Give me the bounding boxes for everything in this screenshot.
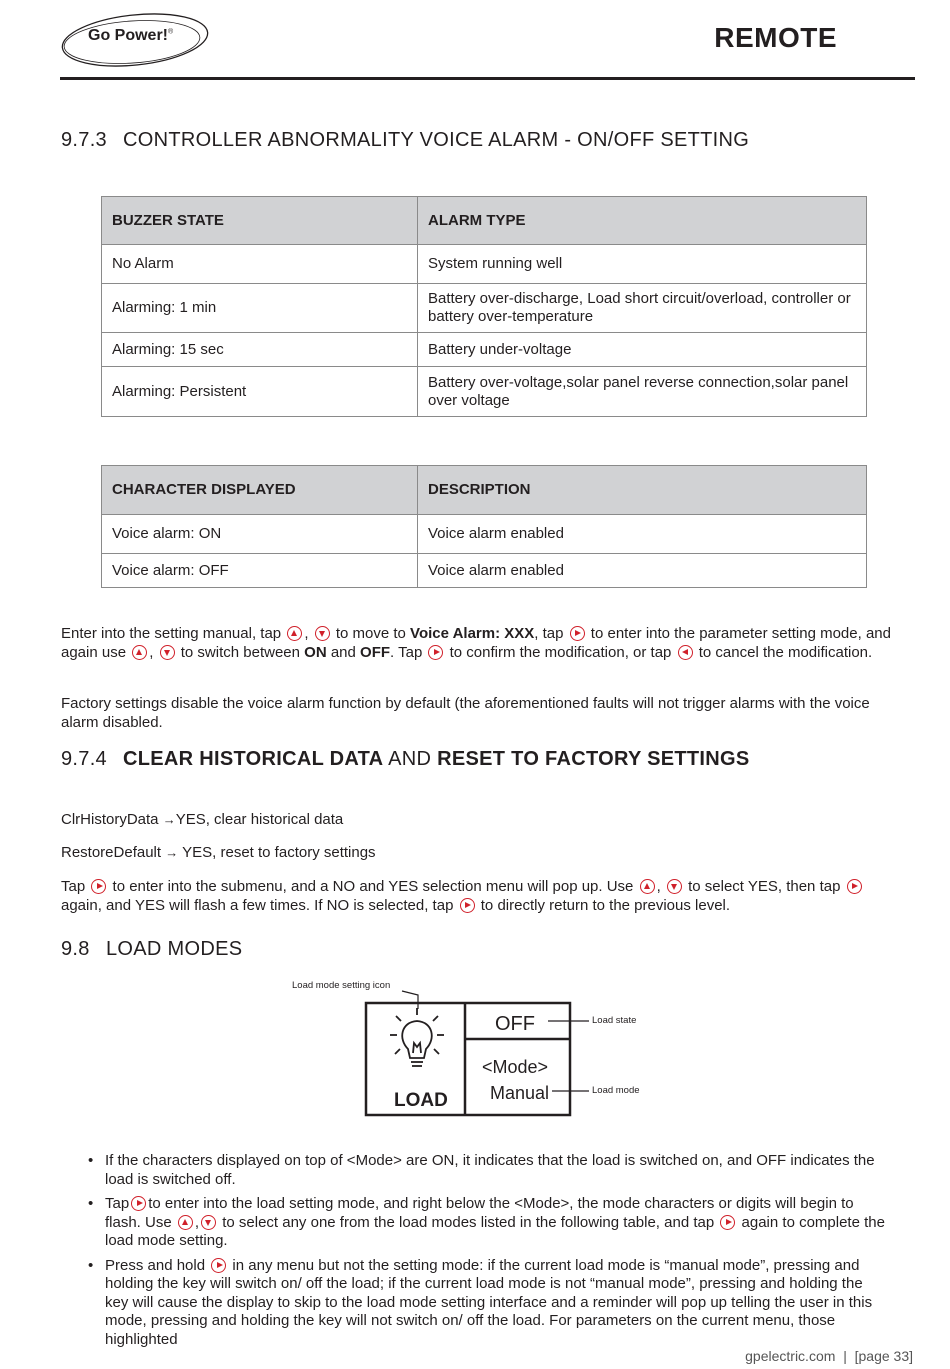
section-number: 9.8 (61, 938, 90, 960)
section-973-heading (61, 129, 749, 152)
page-footer (745, 1348, 913, 1364)
go-power-logo (60, 12, 210, 68)
table-row (102, 284, 867, 333)
text-run: again to complete the load mode setting. (105, 1213, 885, 1249)
list-item (88, 1195, 888, 1251)
text-run: to enter into the submenu, and a NO and YES selection menu will pop up. Use (112, 878, 634, 895)
section-number: 9.7.3 (61, 129, 107, 151)
text-run: to enter into the parameter setting mode, and again use (61, 625, 891, 661)
table-header: CHARACTER DISPLAYED (102, 466, 418, 515)
table-cell: Voice alarm: OFF (102, 554, 418, 588)
table-cell: No Alarm (102, 245, 418, 284)
footer-site: gpelectric.com (745, 1348, 836, 1364)
clear-history-line (61, 811, 891, 830)
right-button-icon (428, 645, 443, 660)
table-row (102, 554, 867, 588)
table-cell: System running well (418, 245, 867, 284)
right-button-icon (91, 879, 106, 894)
setting-icon-label: Load mode setting icon (292, 980, 391, 991)
submenu-instructions (61, 878, 891, 915)
table-cell: Alarming: 15 sec (102, 333, 418, 367)
logo-mark: ® (168, 28, 174, 36)
up-button-icon (640, 879, 655, 894)
text-run: to directly return to the previous level. (480, 896, 731, 914)
table-cell: Alarming: 1 min (102, 284, 418, 333)
text-run: again, and YES will flash a few times. If NO is selected, tap (61, 896, 454, 914)
up-button-icon (178, 1215, 193, 1230)
list-item (88, 1257, 888, 1350)
right-button-icon (570, 626, 585, 641)
section-974-heading (61, 748, 750, 771)
text-run: , tap (534, 625, 564, 642)
table-row (102, 245, 867, 284)
down-button-icon (315, 626, 330, 641)
buzzer-state-table (101, 196, 867, 417)
table-row (102, 367, 867, 417)
down-button-icon (667, 879, 682, 894)
header-divider (60, 77, 915, 80)
right-button-icon (211, 1258, 226, 1273)
text-run: to move to (335, 625, 406, 642)
bold-text: OFF (360, 643, 391, 661)
mode-text: <Mode> (482, 1057, 549, 1077)
down-button-icon (160, 645, 175, 660)
voice-alarm-instructions (61, 625, 891, 662)
text-run: to select any one from the load modes listed in the following table, and tap (222, 1213, 715, 1231)
load-mode-diagram (280, 975, 680, 1125)
table-header: DESCRIPTION (418, 466, 867, 515)
arrow-right-icon: → (165, 845, 179, 860)
lightbulb-icon (390, 1008, 444, 1066)
table-row (102, 333, 867, 367)
table-row (102, 515, 867, 554)
load-state-label: Load state (592, 1015, 637, 1026)
factory-settings-note: Factory settings disable the voice alarm function by default (the aforementioned faults will not trigger alarms with the voice alarm disabled. (61, 695, 870, 731)
restore-default-line (61, 844, 891, 863)
table-header: BUZZER STATE (102, 197, 418, 245)
text-run: ClrHistoryData (61, 811, 159, 828)
table-header: ALARM TYPE (418, 197, 867, 245)
text-run: Enter into the setting manual, tap (61, 625, 282, 642)
text-run: Press and hold (105, 1256, 206, 1274)
footer-page-number: [page 33] (854, 1348, 913, 1364)
section-98-heading (61, 938, 242, 961)
text-run: to enter into the load setting mode, and right below the <Mode>, the mode characters or digits will begin to flash. Use (105, 1195, 854, 1231)
text-run: YES, reset to factory settings (182, 844, 376, 861)
table-cell: Battery over-discharge, Load short circuit/overload, controller or battery over-temperature (418, 284, 867, 333)
text-run: to switch between (180, 643, 300, 661)
section-title-bold: CLEAR HISTORICAL DATA (123, 748, 384, 770)
text-run: in any menu but not the setting mode: if the current load mode is “manual mode”, pressing and holding the key will switch on/ off the load; if the current load mode is not “manual mode”, pressing and holding the key will cause the display to skip to the load mode setting interface and a reminder will pop up telling the user in this mode, pressing and holding the key will not switch on/ off the load. For parameters on the current menu, those highlighted (105, 1256, 873, 1348)
text-run: , (194, 1213, 200, 1231)
table-cell: Battery under-voltage (418, 333, 867, 367)
up-button-icon (132, 645, 147, 660)
right-button-icon (720, 1215, 735, 1230)
text-run: . Tap (390, 643, 423, 661)
table-cell: Voice alarm enabled (418, 554, 867, 588)
text-run: Tap (61, 878, 86, 895)
manual-text: Manual (490, 1083, 550, 1103)
table-cell: Voice alarm: ON (102, 515, 418, 554)
left-button-icon (678, 645, 693, 660)
load-mode-label: Load mode (592, 1085, 640, 1096)
text-run: Tap (105, 1195, 130, 1212)
leader-line (402, 991, 418, 1009)
section-title: LOAD MODES (106, 938, 243, 960)
right-button-icon (131, 1196, 146, 1211)
right-button-icon (460, 898, 475, 913)
bold-text: ON (304, 643, 327, 661)
text-run: RestoreDefault (61, 844, 162, 861)
up-button-icon (287, 626, 302, 641)
character-displayed-table (101, 465, 867, 588)
table-cell: Battery over-voltage,solar panel reverse connection,solar panel over voltage (418, 367, 867, 417)
text-run: to cancel the modification. (698, 643, 873, 661)
text-run: to select YES, then tap (688, 878, 841, 895)
right-button-icon (847, 879, 862, 894)
text-run: and (330, 643, 356, 661)
down-button-icon (201, 1215, 216, 1230)
section-title-bold: RESET TO FACTORY SETTINGS (437, 748, 750, 770)
text-run: YES, clear historical data (175, 811, 344, 828)
section-number: 9.7.4 (61, 748, 107, 770)
load-text: LOAD (394, 1090, 448, 1111)
arrow-right-icon: → (162, 812, 176, 827)
bold-text: Voice Alarm: XXX (410, 625, 535, 642)
table-cell: Alarming: Persistent (102, 367, 418, 417)
text-run: , (656, 878, 661, 895)
table-cell: Voice alarm enabled (418, 515, 867, 554)
page-header-title: REMOTE (714, 22, 837, 53)
text-run: , (149, 643, 154, 661)
logo-text: Go Power! (88, 27, 169, 44)
footer-separator: | (843, 1348, 847, 1364)
section-title-mid: AND (388, 748, 432, 770)
text-run: to confirm the modification, or tap (449, 643, 672, 661)
off-text: OFF (495, 1013, 535, 1035)
text-run: , (304, 625, 309, 642)
section-title: CONTROLLER ABNORMALITY VOICE ALARM - ON/OFF SETTING (123, 129, 750, 151)
load-mode-bullets (88, 1152, 888, 1355)
list-item: • If the characters displayed on top of <Mode> are ON, it indicates that the load is switched on, and OFF indicates the load is switched off. (88, 1152, 888, 1189)
